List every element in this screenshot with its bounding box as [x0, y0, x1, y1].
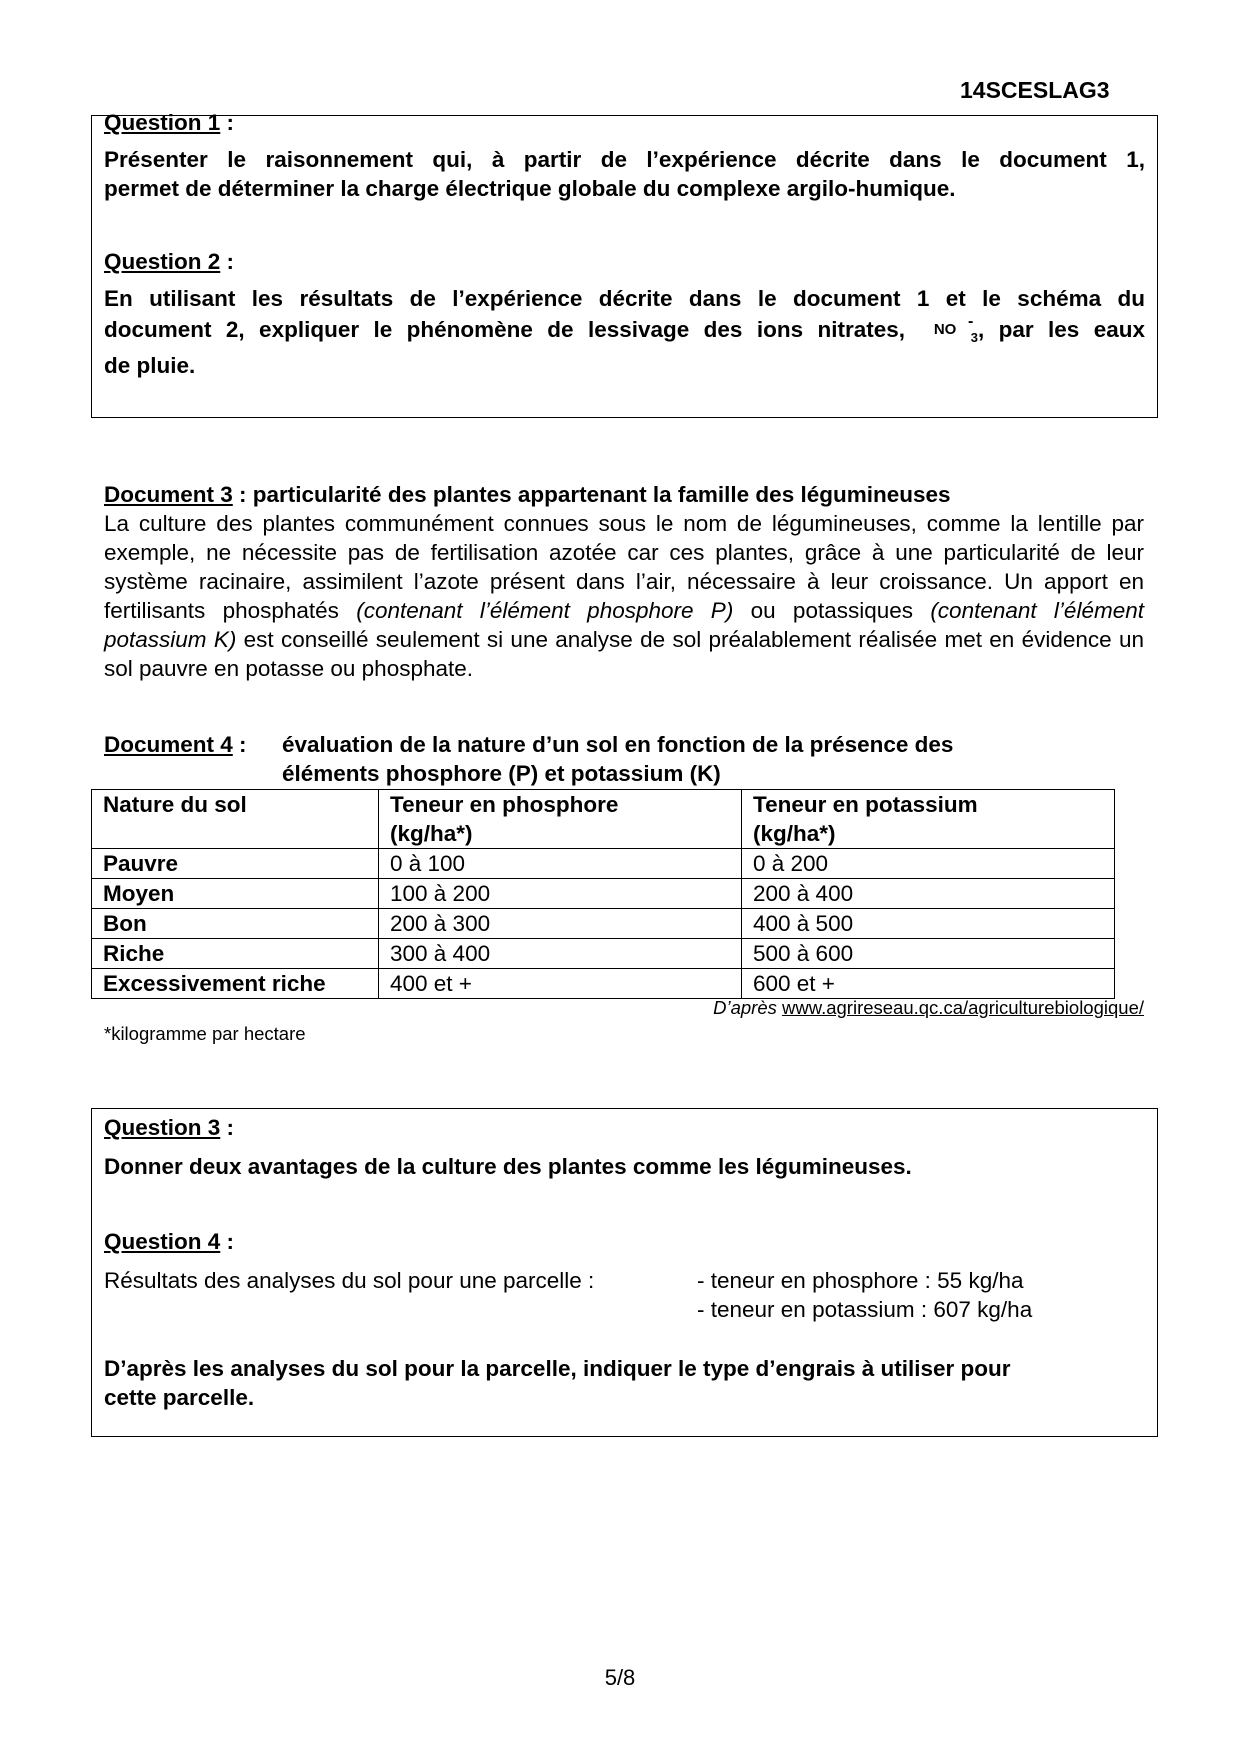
- question-1-label: Question 1: [104, 110, 221, 135]
- table-cell: 0 à 200: [742, 849, 1115, 879]
- table-cell: Bon: [92, 909, 379, 939]
- question-1-heading: Question 1 :: [104, 110, 235, 135]
- results-label: Résultats des analyses du sol pour une parcelle :: [104, 1268, 595, 1293]
- document-code: 14SCESLAG3: [960, 77, 1110, 103]
- questions-1-2-box: [91, 110, 1158, 418]
- question-2-heading: Question 2 :: [104, 249, 235, 274]
- result-potassium: - teneur en potassium : 607 kg/ha: [697, 1297, 1033, 1322]
- table-footnote: *kilogramme par hectare: [104, 1023, 306, 1044]
- table-cell: 400 et +: [379, 969, 742, 999]
- question-2-label: Question 2: [104, 249, 221, 274]
- table-cell: Moyen: [92, 879, 379, 909]
- question-2-line: de pluie.: [104, 353, 196, 378]
- question-3-heading: Question 3 :: [104, 1115, 235, 1140]
- page-number: 5/8: [604, 1665, 636, 1690]
- document-3: [104, 480, 1144, 683]
- document-3-label: Document 3: [104, 482, 233, 507]
- table-cell: 100 à 200: [379, 879, 742, 909]
- results-values: [697, 1266, 1032, 1324]
- table-cell: 200 à 400: [742, 879, 1115, 909]
- document-3-title: : particularité des plantes appartenant la famille des légumineuses: [232, 482, 951, 507]
- table-cell: 200 à 300: [379, 909, 742, 939]
- table-row: [92, 939, 1115, 969]
- table-cell: Pauvre: [92, 849, 379, 879]
- table-row: [92, 969, 1115, 999]
- question-3-label: Question 3: [104, 1115, 221, 1140]
- table-cell: 300 à 400: [379, 939, 742, 969]
- question-3-text: Donner deux avantages de la culture des plantes comme les légumineuses.: [104, 1154, 912, 1179]
- questions-3-4-box: [91, 1108, 1158, 1437]
- question-4-heading: Question 4 :: [104, 1229, 235, 1254]
- question-2-text: [104, 284, 1145, 380]
- question-4-label: Question 4: [104, 1229, 221, 1254]
- table-cell: Excessivement riche: [92, 969, 379, 999]
- nitrate-formula: NO $_3$-: [933, 313, 978, 345]
- table-row: [92, 879, 1115, 909]
- document-3-paragraph: La culture des plantes communément connues sous le nom de légumineuses, comme la lentille par exemple, ne nécessite pas de fertilisation azotée car ces plantes, grâce à une particularité de leur système racinaire, assimilent l’azote présent dans l’air, nécessaire à leur croissance. Un apport en fertilisants phosphatés (contenant l’élément phosphore P) ou potassiques (contenant l’élément potassium K) est conseillé seulement si une analyse de sol préalablement réalisée met en évidence un sol pauvre en potasse ou phosphate.: [104, 511, 1144, 681]
- table-header-cell: Teneur en phosphore (kg/ha*): [379, 790, 742, 849]
- source-link[interactable]: www.agrireseau.qc.ca/agriculturebiologique/: [782, 997, 1144, 1018]
- document-4-label: Document 4: [104, 732, 233, 757]
- question-1-line: Présenter le raisonnement qui, à partir de l’expérience décrite dans le document 1,: [104, 147, 1145, 172]
- question-2-line: En utilisant les résultats de l’expérience décrite dans le document 1 et le schéma du: [104, 286, 1145, 311]
- soil-analysis-results: [104, 1266, 1145, 1324]
- table-cell: 600 et +: [742, 969, 1115, 999]
- result-phosphorus: - teneur en phosphore : 55 kg/ha: [697, 1268, 1024, 1293]
- table-cell: 400 à 500: [742, 909, 1115, 939]
- table-cell: Riche: [92, 939, 379, 969]
- table-row: [92, 849, 1115, 879]
- table-header-row: [92, 790, 1115, 849]
- table-source: D’après www.agrireseau.qc.ca/agriculturebiologique/: [713, 997, 1144, 1018]
- table-cell: 0 à 100: [379, 849, 742, 879]
- table-header-cell: Nature du sol: [92, 790, 379, 849]
- document-4-title: évaluation de la nature d’un sol en fonction de la présence des éléments phosphore (P) et potassium (K): [282, 732, 954, 786]
- soil-evaluation-table: [91, 789, 1115, 999]
- question-4-text: D’après les analyses du sol pour la parcelle, indiquer le type d’engrais à utiliser pour cette parcelle.: [104, 1356, 1011, 1410]
- question-1-line: permet de déterminer la charge électrique globale du complexe argilo-humique.: [104, 176, 956, 201]
- question-1-text: [104, 145, 1145, 203]
- document-3-heading: [104, 480, 1144, 509]
- table-row: [92, 909, 1115, 939]
- table-header-cell: Teneur en potassium (kg/ha*): [742, 790, 1115, 849]
- question-2-line: document 2, expliquer le phénomène de lessivage des ions nitrates, NO $_3$- , par les eaux: [104, 313, 1145, 345]
- table-cell: 500 à 600: [742, 939, 1115, 969]
